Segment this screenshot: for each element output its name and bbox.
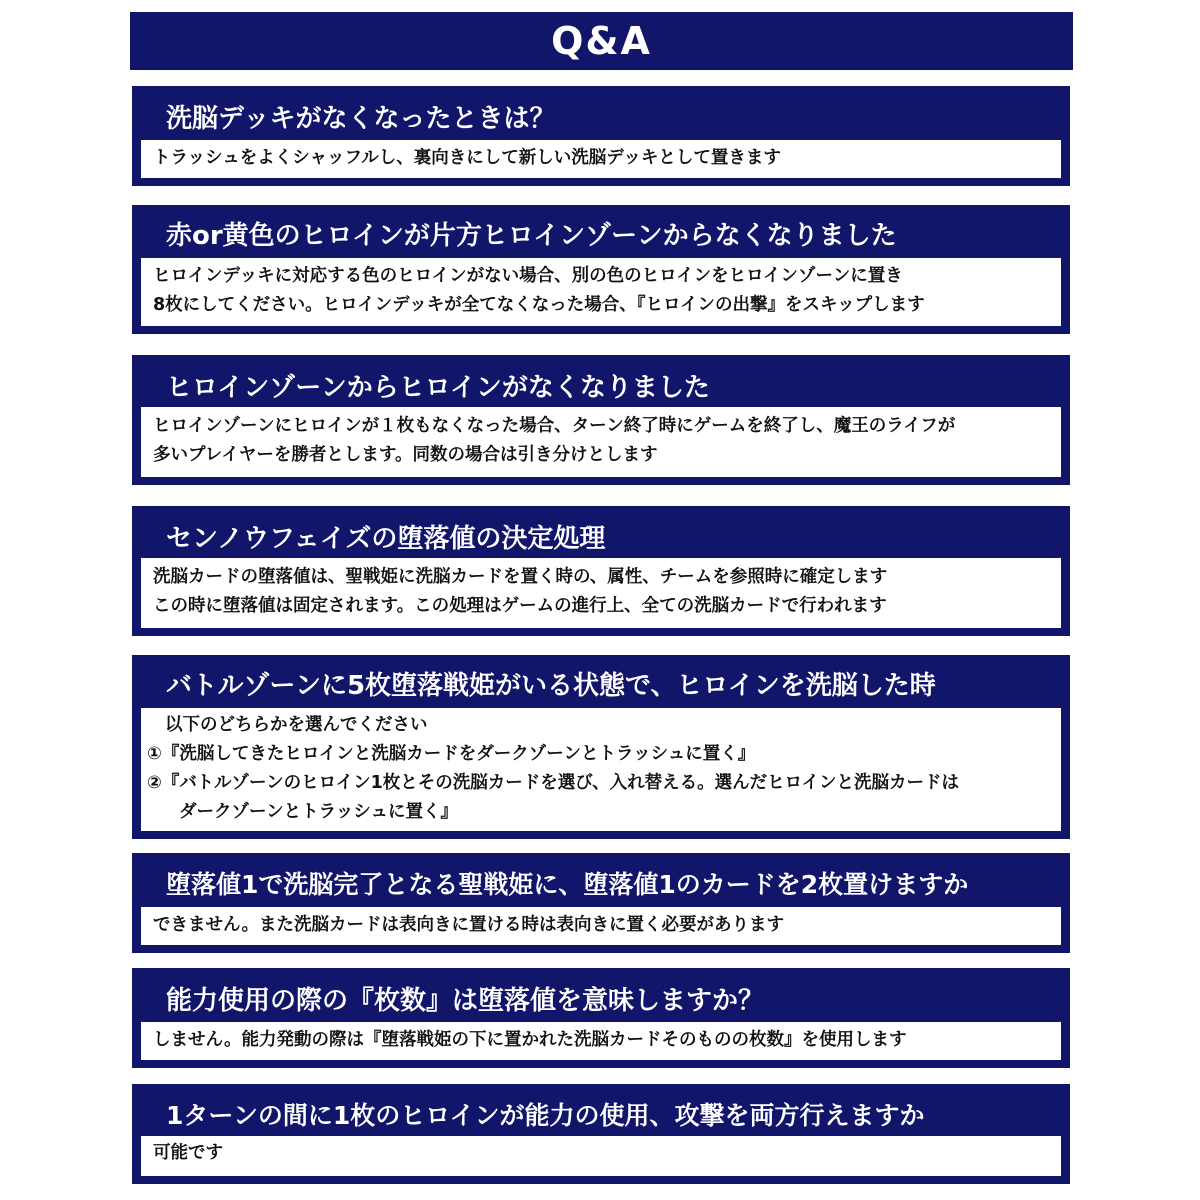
qa-answer <box>141 907 1061 945</box>
qa-item <box>132 655 1070 839</box>
answer-line: ①『洗脳してきたヒロインと洗脳カードをダークゾーンとトラッシュに置く』 <box>147 744 756 764</box>
answer-line: 可能です <box>153 1143 223 1163</box>
qa-answer <box>141 258 1061 326</box>
qa-answer <box>141 1022 1061 1060</box>
qa-item <box>132 205 1070 334</box>
answer-line: ヒロインデッキに対応する色のヒロインがない場合、別の色のヒロインをヒロインゾーンに置き <box>153 266 903 286</box>
qa-question: 能力使用の際の『枚数』は堕落値を意味しますか？ <box>166 986 765 1016</box>
qa-item <box>132 968 1070 1068</box>
answer-line: しません。能力発動の際は『堕落戦姫の下に置かれた洗脳カードそのものの枚数』を使用します <box>153 1030 907 1050</box>
qa-item <box>132 1084 1070 1184</box>
qa-question: 1ターンの間に1枚のヒロインが能力の使用、攻撃を両方行えますか <box>166 1101 925 1130</box>
answer-line: 8枚にしてください。ヒロインデッキが全てなくなった場合、『ヒロインの出撃』をスキップします <box>153 295 925 315</box>
qa-item <box>132 86 1070 186</box>
answer-line: 洗脳カードの堕落値は、聖戦姫に洗脳カードを置く時の、属性、チームを参照時に確定します <box>153 567 888 587</box>
qa-question: ヒロインゾーンからヒロインがなくなりました <box>166 373 710 403</box>
qa-item <box>132 853 1070 953</box>
qa-answer <box>141 708 1061 831</box>
qa-answer <box>141 407 1061 477</box>
answer-line: この時に堕落値は固定されます。この処理はゲームの進行上、全ての洗脳カードで行われます <box>153 596 887 616</box>
answer-line: ダークゾーンとトラッシュに置く』 <box>179 802 458 822</box>
qa-question: 赤or黄色のヒロインが片方ヒロインゾーンからなくなりました <box>166 221 897 251</box>
answer-line: ヒロインゾーンにヒロインが１枚もなくなった場合、ターン終了時にゲームを終了し、魔王のライフが <box>153 416 956 436</box>
qa-question: バトルゾーンに5枚堕落戦姫がいる状態で、ヒロインを洗脳した時 <box>166 671 936 701</box>
qa-item <box>132 506 1070 636</box>
answer-line: ②『バトルゾーンのヒロイン1枚とその洗脳カードを選び、入れ替える。選んだヒロインと洗脳カードは <box>147 773 960 793</box>
qa-answer <box>141 140 1061 178</box>
answer-line: 多いプレイヤーを勝者とします。同数の場合は引き分けとします <box>153 445 658 465</box>
qa-answer <box>141 1136 1061 1176</box>
answer-line: 以下のどちらかを選んでください <box>165 715 428 735</box>
answer-line: トラッシュをよくシャッフルし、裏向きにして新しい洗脳デッキとして置きます <box>153 148 781 168</box>
answer-line: できません。また洗脳カードは表向きに置ける時は表向きに置く必要があります <box>153 915 785 935</box>
qa-answer <box>141 558 1061 628</box>
qa-header <box>130 12 1073 70</box>
page-title: Q&A <box>551 19 652 63</box>
qa-item <box>132 355 1070 485</box>
qa-question: 洗脳デッキがなくなったときは？ <box>166 104 556 134</box>
qa-question: センノウフェイズの堕落値の決定処理 <box>166 524 606 554</box>
qa-question: 堕落値1で洗脳完了となる聖戦姫に、堕落値1のカードを2枚置けますか <box>166 870 969 899</box>
